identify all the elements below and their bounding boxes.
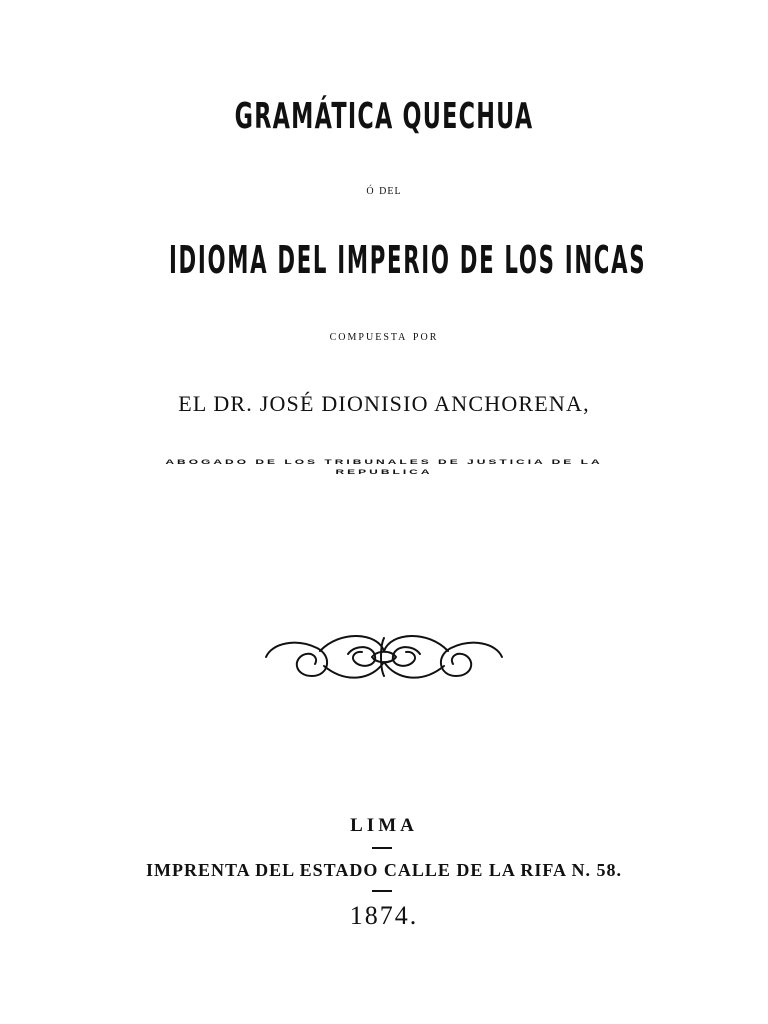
publication-year: 1874.: [349, 901, 419, 930]
book-subtitle: IDIOMA DEL IMPERIO DE LOS INCAS: [168, 238, 647, 282]
publication-city: LIMA: [350, 815, 418, 836]
flourish-ornament-icon: [254, 626, 514, 688]
author-name: EL DR. JOSÉ DIONISIO ANCHORENA,: [178, 391, 590, 416]
printer-address: IMPRENTA DEL ESTADO CALLE DE LA RIFA N. 58.: [145, 860, 623, 880]
composed-by-label: compuesta por: [329, 329, 439, 344]
year-divider: [372, 890, 392, 892]
credential-line-2: REPUBLICA: [335, 468, 433, 476]
city-divider: [372, 847, 392, 849]
title-connector: ó del: [366, 183, 402, 198]
author-credential: [0, 457, 768, 477]
book-title: GRAMÁTICA QUECHUA: [234, 96, 534, 137]
credential-line-1: ABOGADO DE LOS TRIBUNALES DE JUSTICIA DE LA: [165, 458, 603, 466]
